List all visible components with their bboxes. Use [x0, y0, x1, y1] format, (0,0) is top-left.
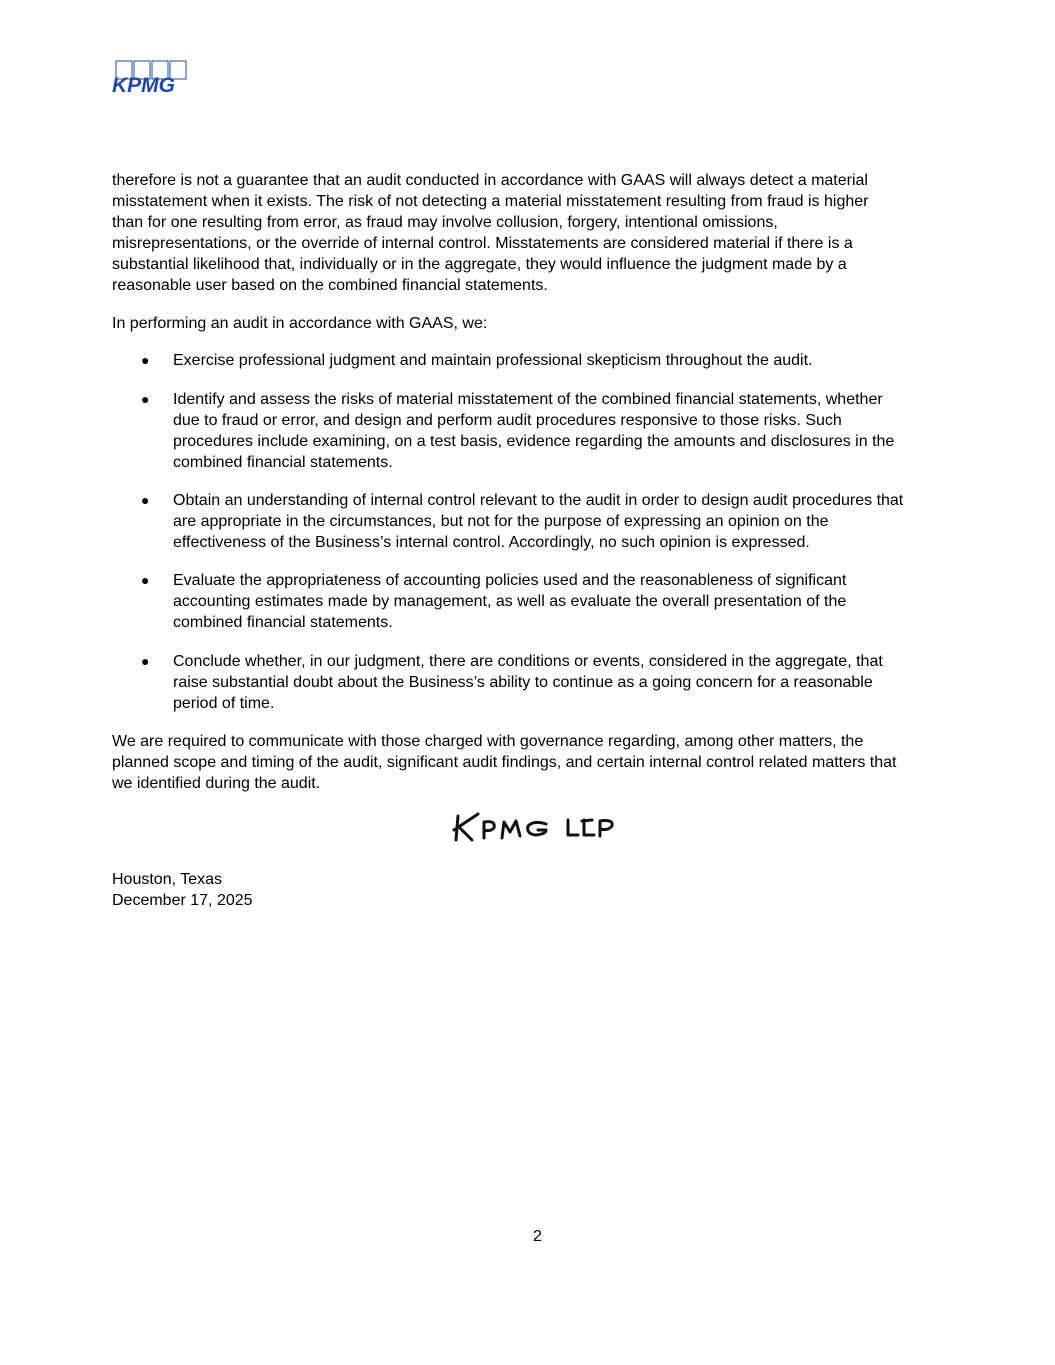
bullet-icon: ● [141, 572, 150, 588]
list-item: Obtain an understanding of internal control relevant to the audit in order to design audit procedures that are appropriate in the circumstances, but not for the purpose of expressing an opinion on the effectiveness of the Business’s internal control. Accordingly, no such opinion is expressed. [173, 492, 904, 551]
page-number: 2 [533, 1228, 542, 1245]
bullet-icon: ● [141, 653, 150, 669]
bullet-icon: ● [141, 391, 150, 407]
report-date: December 17, 2025 [112, 892, 253, 909]
list-item: Identify and assess the risks of material misstatement of the combined financial statements, whether due to fraud or error, and design and perform audit procedures responsive to those risks. Such procedures include examining, on a test basis, evidence regarding the amounts and disclosures in the combined financial statements. [173, 391, 895, 471]
list-item: Exercise professional judgment and maintain professional skepticism throughout the audit. [173, 352, 813, 369]
paragraph-intro-list: In performing an audit in accordance with GAAS, we: [112, 315, 488, 332]
svg-text:KPMG: KPMG [112, 74, 175, 96]
paragraph-audit-risk: therefore is not a guarantee that an audit conducted in accordance with GAAS will always detect a material misstatement when it exists. The risk of not detecting a material misstatement resulting from fraud is higher than for one resulting from error, as fraud may involve collusion, forgery, intentional omissions, misrepresentations, or the override of internal control. Misstatements are considered material if there is a substantial likelihood that, individually or in the aggregate, they would influence the judgment made by a reasonable user based on the combined financial statements. [112, 172, 869, 294]
list-item: Evaluate the appropriateness of accounting policies used and the reasonableness of significant accounting estimates made by management, as well as evaluate the overall presentation of the combined financial statements. [173, 572, 847, 631]
signature [450, 808, 630, 848]
bullet-icon: ● [141, 352, 150, 368]
bullet-icon: ● [141, 492, 150, 508]
signing-location: Houston, Texas [112, 871, 222, 888]
paragraph-governance: We are required to communicate with those charged with governance regarding, among other matters, the planned scope and timing of the audit, significant audit findings, and certain internal control related matters that we identified during the audit. [112, 733, 897, 792]
list-item: Conclude whether, in our judgment, there are conditions or events, considered in the aggregate, that raise substantial doubt about the Business’s ability to continue as a going concern for a reasonable period of time. [173, 653, 883, 712]
kpmg-logo [111, 60, 191, 96]
